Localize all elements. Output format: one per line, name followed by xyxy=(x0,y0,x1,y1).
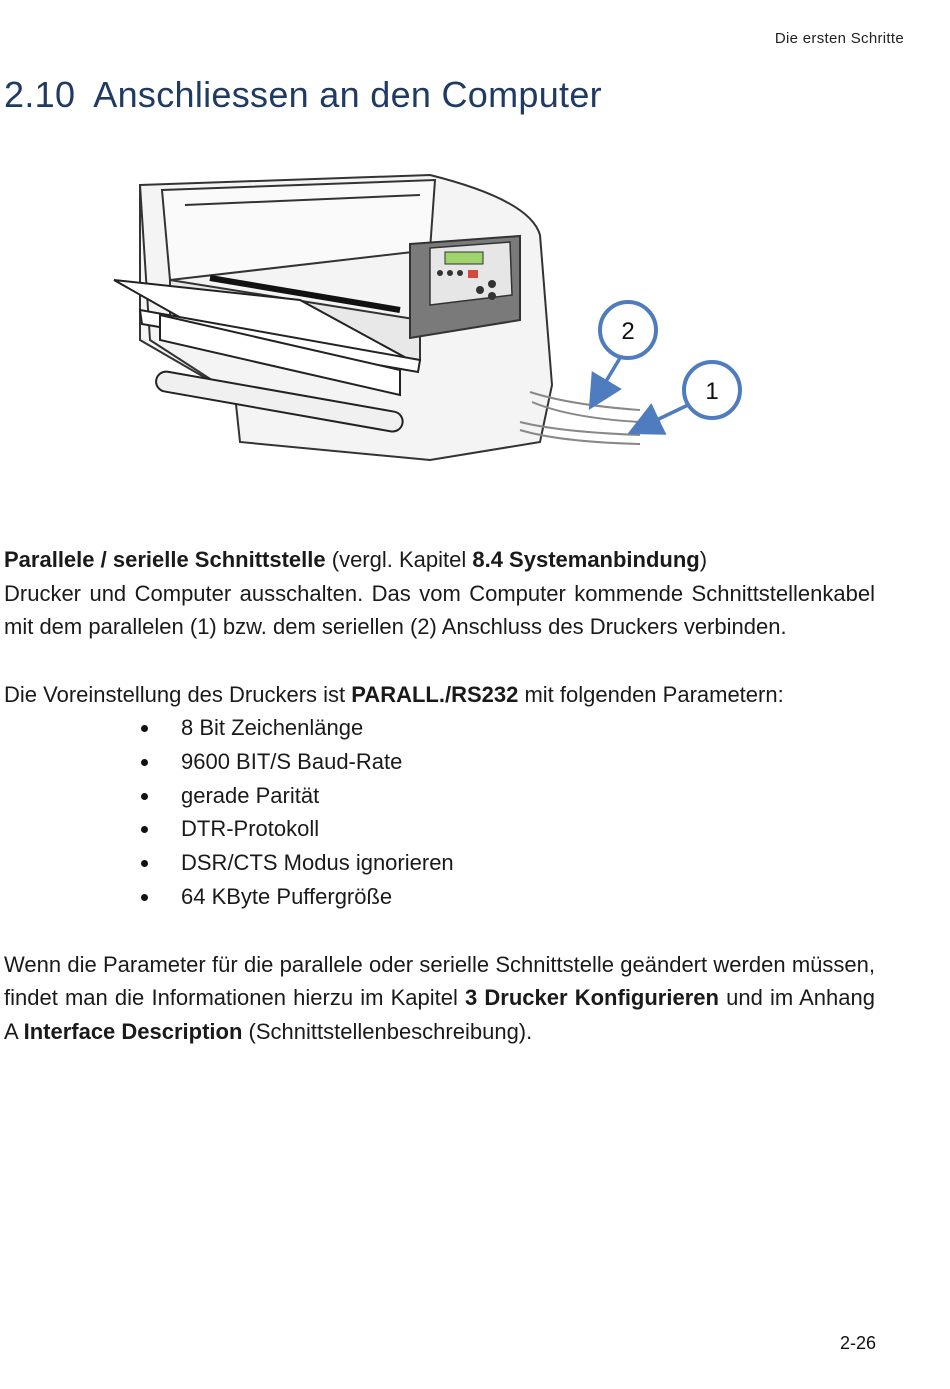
reference-chapter: 8.4 Systemanbindung xyxy=(472,547,700,572)
control-panel xyxy=(410,236,520,338)
chapter-reference: 3 Drucker Konfigurieren xyxy=(465,985,719,1011)
page-number: 2-26 xyxy=(839,1333,876,1353)
reference-suffix: ) xyxy=(699,547,708,572)
closing-paragraph xyxy=(4,948,875,1049)
interface-heading: Parallele / serielle Schnittstelle xyxy=(4,547,326,572)
section-title-text: Anschliessen an den Computer xyxy=(93,74,602,115)
reference-prefix: (vergl. Kapitel xyxy=(325,547,473,572)
callout-1-label: 1 xyxy=(705,378,719,405)
default-mode: PARALL./RS232 xyxy=(351,681,519,707)
closing-text-1: Wenn die Parameter für die parallele oder serielle Schnittstelle geändert werden müssen, findet man die Informationen hierzu im Kapitel xyxy=(4,951,875,1011)
page-body xyxy=(4,543,875,1048)
intro-body: Drucker und Computer ausschalten. Das vom Computer kommende Schnittstellenkabel mit dem parallelen (1) bzw. dem seriellen (2) Anschluss des Druckers verbinden. xyxy=(4,580,875,639)
defaults-suffix: mit folgenden Parametern: xyxy=(518,681,784,707)
defaults-prefix: Die Voreinstellung des Druckers ist xyxy=(4,681,352,707)
closing-text-3: (Schnittstellenbeschreibung). xyxy=(242,1018,533,1044)
parameter-list xyxy=(4,711,875,914)
list-item: 8 Bit Zeichenlänge xyxy=(4,711,875,745)
list-item: DSR/CTS Modus ignorieren xyxy=(4,846,875,880)
intro-paragraph xyxy=(4,543,875,644)
closing-text-2: und im Anhang A xyxy=(4,985,875,1044)
list-item: 9600 BIT/S Baud-Rate xyxy=(4,745,875,779)
printer-drawing xyxy=(100,160,760,480)
defaults-paragraph xyxy=(4,678,875,712)
callout-1 xyxy=(640,362,740,428)
printer-illustration xyxy=(100,160,760,480)
running-header: Die ersten Schritte xyxy=(774,30,904,47)
appendix-reference: Interface Description xyxy=(23,1018,243,1044)
callout-2 xyxy=(596,302,656,398)
list-item: DTR-Protokoll xyxy=(4,812,875,846)
list-item: 64 KByte Puffergröße xyxy=(4,880,875,914)
list-item: gerade Parität xyxy=(4,779,875,813)
callout-2-label: 2 xyxy=(621,318,635,345)
section-number: 2.10 xyxy=(4,74,76,115)
section-title xyxy=(4,74,602,116)
